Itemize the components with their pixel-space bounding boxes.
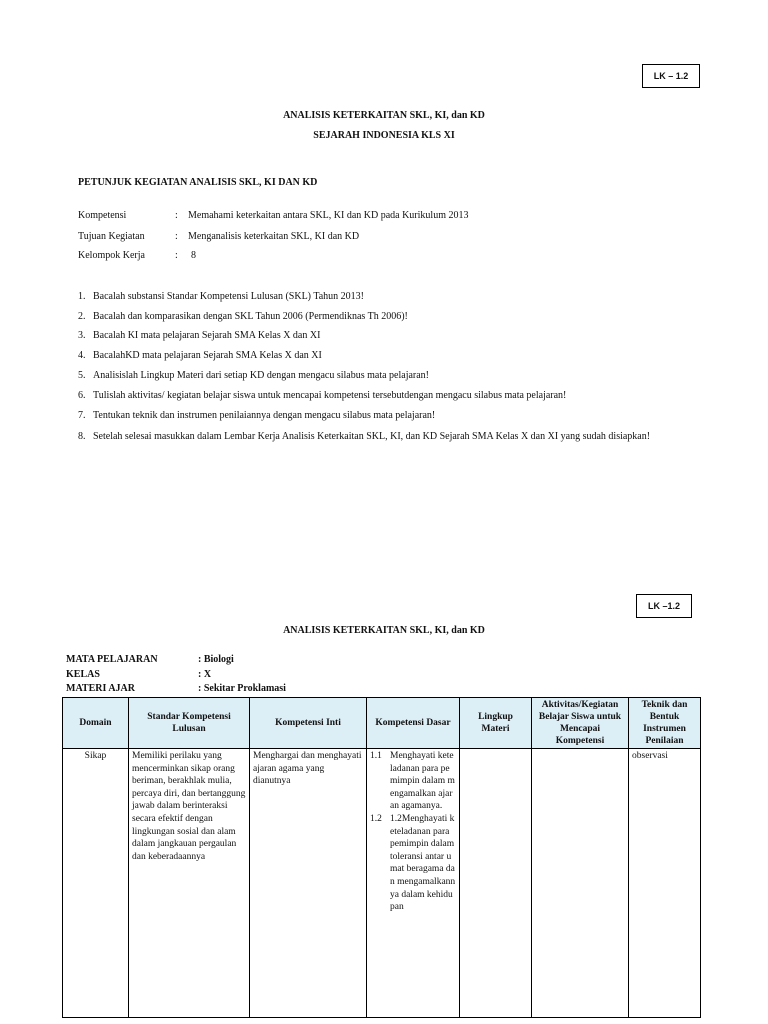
analysis-table [62, 697, 701, 1018]
info-value-kompetensi: Memahami keterkaitan antara SKL, KI dan KD pada Kurikulum 2013 [188, 210, 469, 221]
cell-kd [367, 749, 460, 1018]
cell-ki: Menghargai dan menghayati ajaran agama yang dianutnya [250, 749, 367, 1018]
cell-materi [460, 749, 532, 1018]
kd-text: 1.2Menghayati keteladanan para pemimpin dalam toleransi antar umat beragama dan mengamalkannya dalam kehidupan [390, 813, 456, 913]
meta-value-mapel: : Biologi [198, 654, 234, 665]
info-label-kelompok: Kelompok Kerja [78, 250, 145, 261]
cell-aktivitas [532, 749, 629, 1018]
meta-value-kelas: : X [198, 669, 212, 680]
section-heading: PETUNJUK KEGIATAN ANALISIS SKL, KI DAN KD [78, 177, 318, 188]
meta-label-kelas: KELAS [66, 669, 100, 680]
kd-item [370, 813, 456, 914]
table-title: ANALISIS KETERKAITAN SKL, KI, dan KD [283, 625, 485, 636]
cell-domain: Sikap [63, 749, 129, 1018]
meta-value-materi: : Sekitar Proklamasi [198, 683, 286, 694]
header-ki: Kompetensi Inti [250, 698, 367, 749]
kd-number: 1.2 [370, 813, 382, 824]
info-label-kompetensi: Kompetensi [78, 210, 127, 221]
table-header-row [63, 698, 701, 749]
info-sep: : [175, 250, 178, 261]
table-row [63, 749, 701, 1018]
worksheet-subtitle: SEJARAH INDONESIA KLS XI [313, 130, 455, 141]
worksheet-title: ANALISIS KETERKAITAN SKL, KI, dan KD [283, 110, 485, 121]
info-sep: : [175, 231, 178, 242]
lk-badge: LK – 1.2 [642, 64, 700, 88]
header-kd: Kompetensi Dasar [367, 698, 460, 749]
header-teknik: Teknik dan Bentuk Instrumen Penilaian [629, 698, 701, 749]
cell-teknik: observasi [629, 749, 701, 1018]
header-domain: Domain [63, 698, 129, 749]
kd-number: 1.1 [370, 751, 382, 761]
meta-label-mapel: MATA PELAJARAN [66, 654, 158, 665]
kd-text: Menghayati keteladanan para pemimpin dalam mengamalkan ajaran agamanya. [390, 751, 455, 812]
info-value-kelompok: 8 [191, 250, 196, 261]
header-materi: Lingkup Materi [460, 698, 532, 749]
lk-badge: LK –1.2 [636, 594, 692, 618]
info-sep: : [175, 210, 178, 221]
kd-item [370, 750, 456, 813]
cell-skl: Memiliki perilaku yang mencerminkan sikap orang beriman, berakhlak mulia, percaya diri, dan bertanggung jawab dalam berinteraksi secara efektif dengan lingkungan sosial dan alam dalam jangkauan pergaulan dan keberadaannya [129, 749, 250, 1018]
info-value-tujuan: Menganalisis keterkaitan SKL, KI dan KD [188, 231, 360, 242]
header-aktivitas: Aktivitas/Kegiatan Belajar Siswa untuk Mencapai Kompetensi [532, 698, 629, 749]
info-label-tujuan: Tujuan Kegiatan [78, 231, 145, 242]
header-skl: Standar Kompetensi Lulusan [129, 698, 250, 749]
meta-label-materi: MATERI AJAR [66, 683, 135, 694]
